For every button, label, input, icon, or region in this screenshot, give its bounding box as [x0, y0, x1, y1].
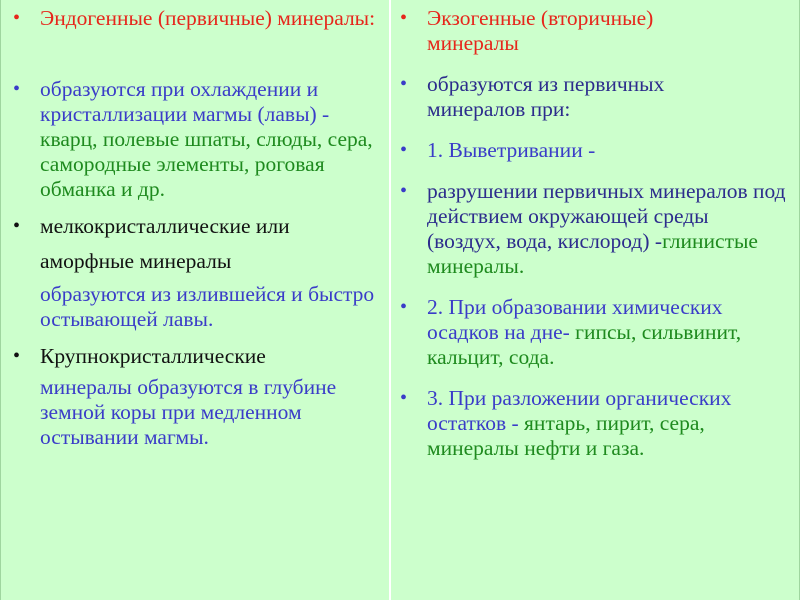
- right-item-5: [398, 386, 798, 461]
- bullet-icon: •: [400, 139, 408, 161]
- bullet-icon: •: [13, 345, 21, 367]
- right-heading-item: [398, 6, 798, 56]
- right-item-5-text: [427, 386, 798, 461]
- bullet-icon: •: [400, 180, 408, 202]
- right-item-2-text: 1. Выветривании -: [427, 138, 596, 162]
- bullet-icon: •: [13, 7, 21, 29]
- right-item-4-examples: гипсы, сильвинит, кальцит, сода.: [427, 320, 742, 369]
- left-item-1-examples: кварц, полевые шпаты, слюды, сера, самородные элементы, роговая обманка и др.: [40, 127, 373, 201]
- left-item-3-title: Крупнокристаллические: [40, 344, 266, 368]
- column-divider: [389, 0, 391, 600]
- bullet-icon: •: [13, 78, 21, 100]
- left-heading-item: [11, 6, 383, 61]
- right-column: [398, 6, 798, 461]
- left-heading: Эндогенные (первичные) минералы:: [40, 6, 376, 30]
- bullet-icon: •: [400, 73, 408, 95]
- right-item-1-text: образуются из первичных минералов при:: [427, 72, 665, 121]
- right-item-3-text: [427, 179, 786, 279]
- bullet-icon: •: [400, 296, 408, 318]
- right-item-4: [398, 295, 798, 370]
- left-item-3: [11, 344, 383, 450]
- bullet-icon: •: [400, 387, 408, 409]
- left-column: [11, 6, 383, 450]
- bullet-icon: •: [13, 215, 21, 237]
- right-item-2: [398, 138, 798, 163]
- right-item-5-examples: янтарь, пирит, сера, минералы нефти и газа.: [427, 411, 705, 460]
- left-item-2-desc: образуются из излившейся и быстро остывающей лавы.: [40, 282, 375, 331]
- right-item-4-main: 2. При образовании химических осадков на дне-: [427, 295, 723, 344]
- left-item-1-main: образуются при охлаждении и кристаллизации магмы (лавы) -: [40, 77, 330, 126]
- left-item-2-line-a: мелкокристаллические или: [40, 214, 290, 238]
- left-item-1-text: [40, 77, 383, 202]
- right-item-5-main: 3. При разложении органических остатков -: [427, 386, 732, 435]
- right-item-1: [398, 72, 798, 122]
- right-item-3: [398, 179, 798, 279]
- bullet-icon: •: [400, 7, 408, 29]
- left-item-2-line-b: аморфные минералы: [40, 249, 232, 273]
- right-item-3-result: глинистые минералы.: [427, 229, 758, 278]
- right-heading: Экзогенные (вторичные) минералы: [427, 6, 654, 55]
- right-item-4-text: [427, 295, 798, 370]
- left-item-3-desc: минералы образуются в глубине земной коры при медленном остывании магмы.: [40, 375, 337, 449]
- right-item-3-main: разрушении первичных минералов под действием окружающей среды (воздух, вода, кислород) -: [427, 179, 786, 253]
- left-item-1: [11, 77, 383, 202]
- left-item-2: [11, 214, 383, 332]
